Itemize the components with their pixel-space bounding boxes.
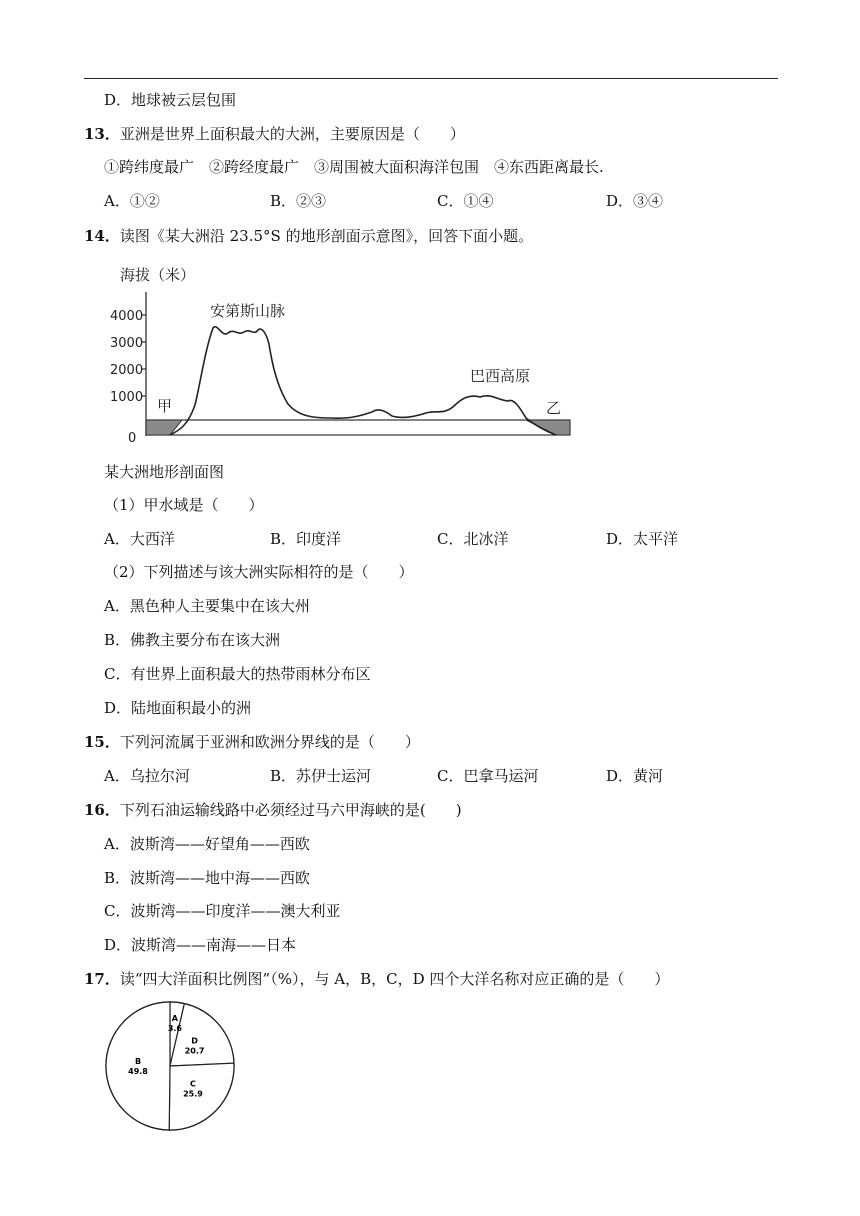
q15-option-d[interactable]: D．黄河 (606, 767, 664, 785)
chart-y-axis-label: 海拔（米） (120, 266, 196, 284)
q14-sub1-option-a[interactable]: A．大西洋 (104, 530, 175, 548)
q13-option-a[interactable]: A．①② (104, 192, 160, 210)
ocean-area-pie-chart (100, 1000, 245, 1135)
q17-number: 17． (84, 970, 120, 988)
label-brazil-plateau: 巴西高原 (470, 367, 531, 385)
q16-number: 16． (84, 801, 120, 819)
q16-stem: 下列石油运输线路中必须经过马六甲海峡的是( ) (119, 801, 462, 819)
q15-option-c[interactable]: C．巴拿马运河 (437, 767, 539, 785)
label-jia: 甲 (157, 397, 173, 415)
pie-label-d: D (191, 1036, 198, 1046)
y-tick-label-2000: 2000 (110, 363, 144, 378)
header-rule (84, 78, 778, 79)
q16-option-c[interactable]: C．波斯湾——印度洋——澳大利亚 (104, 902, 341, 920)
q16-option-b[interactable]: B．波斯湾——地中海——西欧 (104, 869, 311, 887)
q14-sub2-stem: （2）下列描述与该大洲实际相符的是（ ） (104, 563, 414, 581)
y-tick-label-1000: 1000 (110, 390, 144, 405)
q14-sub1-option-d[interactable]: D．太平洋 (606, 530, 679, 548)
q15-number: 15． (84, 733, 120, 751)
q15-option-a[interactable]: A．乌拉尔河 (104, 767, 190, 785)
q14-stem: 读图《某大洲沿 23.5°S 的地形剖面示意图》，回答下面小题。 (119, 227, 534, 245)
pie-value-a: 3.6 (167, 1023, 182, 1033)
q16-question (84, 800, 462, 820)
q16-option-d[interactable]: D．波斯湾——南海——日本 (104, 936, 297, 954)
q17-question (84, 969, 669, 989)
q15-option-b[interactable]: B．苏伊士运河 (270, 767, 372, 785)
q13-question (84, 124, 465, 144)
q14-sub1-option-c[interactable]: C．北冰洋 (437, 530, 509, 548)
q14-sub2-option-d[interactable]: D．陆地面积最小的洲 (104, 699, 252, 717)
label-yi: 乙 (546, 399, 562, 417)
q16-option-a[interactable]: A．波斯湾——好望角——西欧 (104, 835, 310, 853)
q14-sub1-stem: （1）甲水域是（ ） (104, 496, 264, 514)
sea-band (146, 420, 570, 435)
q13-stem: 亚洲是世界上面积最大的大洲，主要原因是（ ） (119, 125, 465, 143)
q14-number: 14． (84, 227, 120, 245)
q12-option-d[interactable]: D．地球被云层包围 (104, 91, 237, 109)
pie-label-b: B (134, 1056, 142, 1066)
q17-stem: 读“四大洋面积比例图”（%），与 A，B，C，D 四个大洋名称对应正确的是（ ） (119, 970, 670, 988)
y-tick-label-4000: 4000 (110, 309, 144, 324)
q13-option-d[interactable]: D．③④ (606, 192, 664, 210)
terrain-profile-chart (100, 258, 580, 450)
q14-question (84, 226, 533, 246)
q15-question (84, 732, 420, 752)
q14-sub2-option-b[interactable]: B．佛教主要分布在该大洲 (104, 631, 281, 649)
q13-option-c[interactable]: C．①④ (437, 192, 494, 210)
pie-value-c: 25.9 (183, 1089, 203, 1099)
q15-stem: 下列河流属于亚洲和欧洲分界线的是（ ） (119, 733, 420, 751)
pie-label-c: C (190, 1079, 196, 1089)
pie-label-a: A (171, 1013, 179, 1023)
y-tick-label-0: 0 (128, 431, 137, 446)
q13-option-b[interactable]: B．②③ (270, 192, 327, 210)
q14-sub1-option-b[interactable]: B．印度洋 (270, 530, 342, 548)
q14-sub2-option-c[interactable]: C．有世界上面积最大的热带雨林分布区 (104, 665, 371, 683)
q14-figure-caption: 某大洲地形剖面图 (104, 463, 225, 481)
q14-sub2-option-a[interactable]: A．黑色种人主要集中在该大州 (104, 597, 310, 615)
q13-number: 13． (84, 125, 120, 143)
y-tick-label-3000: 3000 (110, 336, 144, 351)
q13-items: ①跨纬度最广 ②跨经度最广 ③周围被大面积海洋包围 ④东西距离最长. (104, 158, 604, 176)
pie-value-d: 20.7 (184, 1046, 205, 1056)
label-andes: 安第斯山脉 (210, 302, 286, 320)
pie-value-b: 49.8 (128, 1066, 148, 1076)
